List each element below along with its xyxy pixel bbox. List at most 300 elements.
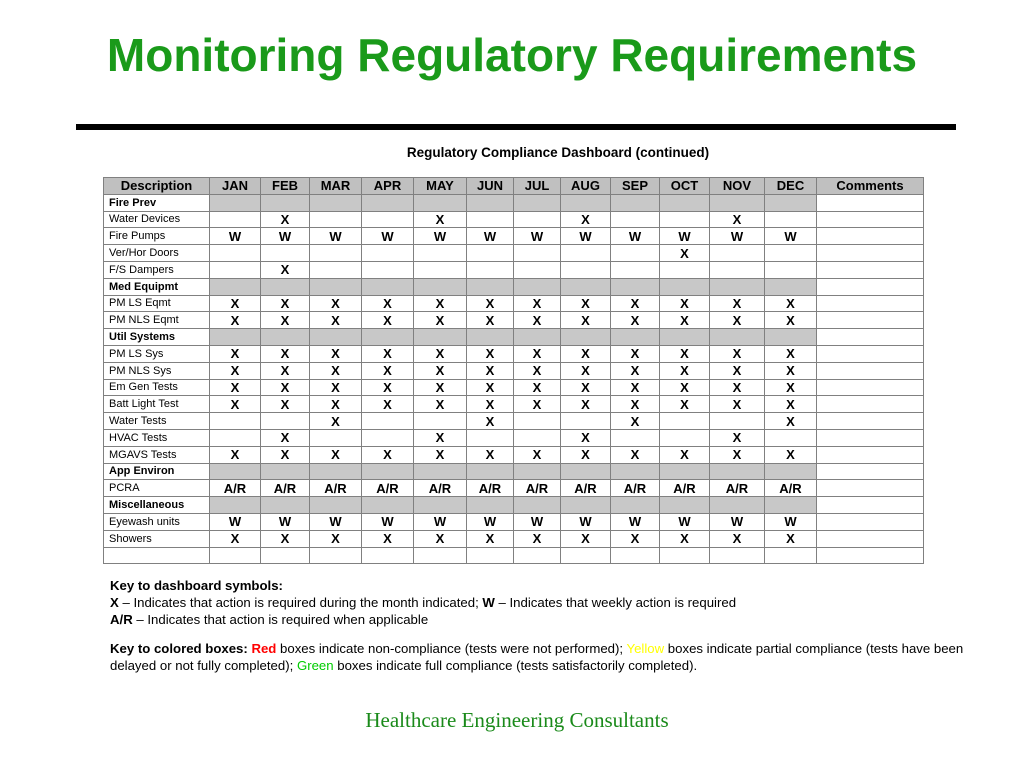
month-cell <box>210 261 261 278</box>
month-cell: X <box>514 396 561 413</box>
month-cell <box>514 463 561 480</box>
month-cell: X <box>310 345 362 362</box>
x-symbol: X <box>110 595 119 610</box>
month-cell: X <box>611 413 660 430</box>
month-cell: X <box>362 362 414 379</box>
month-cell <box>710 413 765 430</box>
month-cell <box>414 245 467 262</box>
month-cell <box>261 194 310 211</box>
table-body <box>104 194 924 564</box>
table-row <box>104 261 924 278</box>
ar-symbol: A/R <box>110 612 133 627</box>
month-cell <box>210 329 261 346</box>
month-cell: X <box>467 345 514 362</box>
comments-cell <box>817 278 924 295</box>
row-description: PM LS Eqmt <box>104 295 210 312</box>
month-cell <box>362 245 414 262</box>
section-row <box>104 497 924 514</box>
table-row <box>104 513 924 530</box>
month-cell <box>710 497 765 514</box>
month-cell: W <box>467 513 514 530</box>
month-cell: W <box>561 513 611 530</box>
month-cell <box>611 497 660 514</box>
month-cell: X <box>710 530 765 547</box>
month-cell: X <box>467 312 514 329</box>
month-cell: W <box>310 513 362 530</box>
yellow-word: Yellow <box>626 641 665 656</box>
month-cell <box>660 547 710 564</box>
table-row <box>104 396 924 413</box>
month-cell: X <box>660 312 710 329</box>
month-cell <box>561 194 611 211</box>
month-cell: X <box>561 362 611 379</box>
month-cell: X <box>261 379 310 396</box>
header-feb: FEB <box>261 178 310 195</box>
month-cell: A/R <box>310 480 362 497</box>
header-jul: JUL <box>514 178 561 195</box>
month-cell: A/R <box>414 480 467 497</box>
color-key: Key to colored boxes: Red boxes indicate non-compliance (tests were not performed); Yellow boxes indicate partial compliance (tests have been delayed or not fully completed); Green boxes indicate full compliance (tests satisfactorily completed). <box>110 641 964 673</box>
month-cell <box>611 194 660 211</box>
table-row <box>104 245 924 262</box>
table-header-row <box>104 178 924 195</box>
comments-cell <box>817 261 924 278</box>
month-cell: X <box>710 379 765 396</box>
month-cell: X <box>710 345 765 362</box>
month-cell <box>362 497 414 514</box>
month-cell: X <box>261 429 310 446</box>
month-cell: W <box>710 513 765 530</box>
month-cell: X <box>660 396 710 413</box>
month-cell <box>467 211 514 228</box>
month-cell <box>660 497 710 514</box>
month-cell: X <box>414 295 467 312</box>
month-cell <box>660 278 710 295</box>
table-row <box>104 480 924 497</box>
header-aug: AUG <box>561 178 611 195</box>
comments-cell <box>817 547 924 564</box>
section-row <box>104 463 924 480</box>
header-description: Description <box>104 178 210 195</box>
month-cell <box>310 329 362 346</box>
month-cell: X <box>514 312 561 329</box>
header-comments: Comments <box>817 178 924 195</box>
table-row <box>104 379 924 396</box>
header-dec: DEC <box>765 178 817 195</box>
month-cell: A/R <box>611 480 660 497</box>
month-cell: X <box>414 362 467 379</box>
dashboard-subtitle: Regulatory Compliance Dashboard (continued) <box>406 145 710 160</box>
month-cell: X <box>561 429 611 446</box>
month-cell: X <box>467 295 514 312</box>
header-apr: APR <box>362 178 414 195</box>
month-cell <box>611 429 660 446</box>
month-cell: X <box>467 362 514 379</box>
month-cell: W <box>362 513 414 530</box>
month-cell <box>514 497 561 514</box>
month-cell <box>414 413 467 430</box>
month-cell <box>660 429 710 446</box>
table-row <box>104 295 924 312</box>
header-mar: MAR <box>310 178 362 195</box>
month-cell: X <box>362 396 414 413</box>
month-cell <box>310 194 362 211</box>
month-cell <box>765 497 817 514</box>
month-cell: A/R <box>210 480 261 497</box>
month-cell: X <box>765 295 817 312</box>
month-cell <box>310 211 362 228</box>
month-cell: X <box>310 446 362 463</box>
month-cell <box>660 413 710 430</box>
comments-cell <box>817 396 924 413</box>
month-cell <box>467 245 514 262</box>
month-cell: W <box>611 228 660 245</box>
row-description: Showers <box>104 530 210 547</box>
month-cell: X <box>710 211 765 228</box>
month-cell: W <box>765 513 817 530</box>
month-cell <box>261 413 310 430</box>
table-row <box>104 211 924 228</box>
month-cell <box>261 329 310 346</box>
month-cell <box>310 497 362 514</box>
month-cell: X <box>514 530 561 547</box>
month-cell: X <box>660 530 710 547</box>
month-cell: X <box>310 295 362 312</box>
month-cell <box>710 547 765 564</box>
month-cell: W <box>261 513 310 530</box>
month-cell <box>467 429 514 446</box>
title-divider <box>76 124 956 130</box>
month-cell <box>611 278 660 295</box>
month-cell <box>561 413 611 430</box>
month-cell: X <box>261 345 310 362</box>
month-cell: X <box>660 362 710 379</box>
header-jan: JAN <box>210 178 261 195</box>
month-cell <box>514 413 561 430</box>
month-cell <box>210 497 261 514</box>
month-cell <box>467 194 514 211</box>
month-cell: W <box>414 228 467 245</box>
month-cell <box>561 278 611 295</box>
month-cell: W <box>261 228 310 245</box>
comments-cell <box>817 228 924 245</box>
month-cell <box>514 194 561 211</box>
comments-cell <box>817 413 924 430</box>
month-cell: X <box>362 379 414 396</box>
month-cell <box>310 278 362 295</box>
month-cell: X <box>467 396 514 413</box>
month-cell <box>210 413 261 430</box>
row-description: MGAVS Tests <box>104 446 210 463</box>
month-cell: W <box>514 513 561 530</box>
month-cell <box>710 329 765 346</box>
month-cell: A/R <box>561 480 611 497</box>
row-description: App Environ <box>104 463 210 480</box>
month-cell <box>261 547 310 564</box>
row-description: Water Tests <box>104 413 210 430</box>
table-row <box>104 345 924 362</box>
key-line-ar: A/R – Indicates that action is required when applicable <box>110 612 429 627</box>
month-cell <box>561 463 611 480</box>
month-cell: X <box>261 446 310 463</box>
month-cell <box>467 278 514 295</box>
month-cell: X <box>660 379 710 396</box>
month-cell <box>414 463 467 480</box>
month-cell: X <box>210 379 261 396</box>
color-key-heading: Key to colored boxes: <box>110 641 252 656</box>
month-cell: A/R <box>362 480 414 497</box>
month-cell <box>362 278 414 295</box>
table-row <box>104 530 924 547</box>
row-description: Eyewash units <box>104 513 210 530</box>
month-cell <box>261 278 310 295</box>
month-cell <box>467 261 514 278</box>
row-description: Miscellaneous <box>104 497 210 514</box>
month-cell: X <box>611 446 660 463</box>
month-cell: X <box>210 446 261 463</box>
month-cell: X <box>210 362 261 379</box>
month-cell: X <box>660 245 710 262</box>
compliance-table <box>103 177 924 564</box>
month-cell: X <box>765 345 817 362</box>
section-row <box>104 278 924 295</box>
month-cell <box>561 245 611 262</box>
row-description: PM NLS Sys <box>104 362 210 379</box>
month-cell <box>514 329 561 346</box>
month-cell <box>414 497 467 514</box>
month-cell <box>310 245 362 262</box>
month-cell: X <box>261 211 310 228</box>
month-cell <box>414 329 467 346</box>
month-cell <box>210 547 261 564</box>
month-cell <box>765 429 817 446</box>
month-cell <box>660 329 710 346</box>
page-title: Monitoring Regulatory Requirements <box>106 29 918 81</box>
month-cell <box>514 278 561 295</box>
month-cell <box>310 261 362 278</box>
month-cell: X <box>561 530 611 547</box>
month-cell: X <box>414 446 467 463</box>
month-cell: X <box>414 379 467 396</box>
row-description: Water Devices <box>104 211 210 228</box>
row-description: Fire Prev <box>104 194 210 211</box>
comments-cell <box>817 463 924 480</box>
month-cell <box>611 261 660 278</box>
comments-cell <box>817 245 924 262</box>
month-cell: W <box>660 228 710 245</box>
month-cell <box>710 261 765 278</box>
section-row <box>104 194 924 211</box>
month-cell: X <box>310 396 362 413</box>
month-cell: X <box>310 379 362 396</box>
month-cell: X <box>561 345 611 362</box>
month-cell <box>414 261 467 278</box>
month-cell: X <box>210 530 261 547</box>
row-description: F/S Dampers <box>104 261 210 278</box>
month-cell: X <box>261 295 310 312</box>
month-cell: X <box>362 295 414 312</box>
table-row <box>104 429 924 446</box>
red-word: Red <box>251 641 277 656</box>
month-cell <box>467 547 514 564</box>
comments-cell <box>817 211 924 228</box>
month-cell: A/R <box>467 480 514 497</box>
month-cell <box>362 329 414 346</box>
comments-cell <box>817 379 924 396</box>
month-cell: W <box>514 228 561 245</box>
month-cell <box>765 463 817 480</box>
month-cell <box>210 245 261 262</box>
month-cell <box>310 429 362 446</box>
row-description: Ver/Hor Doors <box>104 245 210 262</box>
month-cell: X <box>765 379 817 396</box>
month-cell <box>362 463 414 480</box>
month-cell <box>210 194 261 211</box>
month-cell: X <box>611 362 660 379</box>
month-cell: W <box>765 228 817 245</box>
month-cell <box>467 329 514 346</box>
month-cell <box>210 429 261 446</box>
month-cell <box>765 278 817 295</box>
month-cell: X <box>611 295 660 312</box>
month-cell: X <box>414 530 467 547</box>
month-cell: X <box>310 413 362 430</box>
row-description <box>104 547 210 564</box>
month-cell: A/R <box>710 480 765 497</box>
row-description: PM NLS Eqmt <box>104 312 210 329</box>
month-cell: X <box>261 362 310 379</box>
month-cell <box>362 211 414 228</box>
month-cell <box>414 278 467 295</box>
row-description: PM LS Sys <box>104 345 210 362</box>
month-cell: X <box>362 312 414 329</box>
row-description: Batt Light Test <box>104 396 210 413</box>
month-cell: X <box>514 345 561 362</box>
month-cell: W <box>467 228 514 245</box>
month-cell <box>261 497 310 514</box>
month-cell: X <box>467 413 514 430</box>
month-cell: X <box>561 379 611 396</box>
month-cell: X <box>362 345 414 362</box>
month-cell <box>561 261 611 278</box>
month-cell: X <box>561 396 611 413</box>
month-cell <box>362 413 414 430</box>
month-cell: W <box>362 228 414 245</box>
month-cell <box>660 261 710 278</box>
footer-company: Healthcare Engineering Consultants <box>365 708 669 732</box>
table-row <box>104 547 924 564</box>
comments-cell <box>817 312 924 329</box>
header-sep: SEP <box>611 178 660 195</box>
month-cell <box>362 547 414 564</box>
month-cell: X <box>514 379 561 396</box>
comments-cell <box>817 329 924 346</box>
month-cell: X <box>514 446 561 463</box>
row-description: Util Systems <box>104 329 210 346</box>
month-cell <box>611 245 660 262</box>
month-cell: X <box>514 362 561 379</box>
month-cell: X <box>261 396 310 413</box>
month-cell: X <box>561 312 611 329</box>
month-cell: X <box>210 396 261 413</box>
month-cell: X <box>611 530 660 547</box>
month-cell: A/R <box>660 480 710 497</box>
month-cell <box>765 329 817 346</box>
month-cell <box>710 278 765 295</box>
month-cell: X <box>261 312 310 329</box>
month-cell: X <box>710 362 765 379</box>
month-cell: X <box>210 295 261 312</box>
month-cell: X <box>310 530 362 547</box>
month-cell: A/R <box>765 480 817 497</box>
section-row <box>104 329 924 346</box>
green-word: Green <box>296 658 334 673</box>
month-cell <box>414 547 467 564</box>
table-row <box>104 413 924 430</box>
month-cell <box>514 245 561 262</box>
month-cell <box>561 547 611 564</box>
month-cell <box>765 261 817 278</box>
month-cell <box>561 497 611 514</box>
month-cell <box>765 547 817 564</box>
month-cell <box>765 245 817 262</box>
month-cell: X <box>710 429 765 446</box>
row-description: Med Equipmt <box>104 278 210 295</box>
w-symbol: W <box>482 595 495 610</box>
month-cell: X <box>467 379 514 396</box>
month-cell: X <box>710 446 765 463</box>
month-cell: X <box>467 530 514 547</box>
month-cell: X <box>514 295 561 312</box>
month-cell: W <box>561 228 611 245</box>
month-cell: X <box>710 312 765 329</box>
month-cell: X <box>561 211 611 228</box>
month-cell <box>210 211 261 228</box>
month-cell: X <box>414 345 467 362</box>
month-cell: X <box>310 362 362 379</box>
month-cell: X <box>210 345 261 362</box>
month-cell: X <box>611 345 660 362</box>
month-cell: X <box>710 295 765 312</box>
month-cell <box>362 429 414 446</box>
month-cell <box>660 194 710 211</box>
table-row <box>104 362 924 379</box>
month-cell <box>362 194 414 211</box>
month-cell <box>611 463 660 480</box>
month-cell: W <box>660 513 710 530</box>
month-cell: X <box>611 396 660 413</box>
month-cell: A/R <box>514 480 561 497</box>
month-cell: X <box>660 295 710 312</box>
month-cell: X <box>765 396 817 413</box>
key-heading: Key to dashboard symbols: <box>110 578 283 593</box>
month-cell: X <box>660 345 710 362</box>
month-cell <box>514 211 561 228</box>
month-cell <box>310 463 362 480</box>
month-cell <box>611 211 660 228</box>
comments-cell <box>817 446 924 463</box>
table-row <box>104 446 924 463</box>
month-cell: X <box>765 312 817 329</box>
row-description: Em Gen Tests <box>104 379 210 396</box>
month-cell <box>414 194 467 211</box>
month-cell: X <box>611 312 660 329</box>
month-cell <box>210 278 261 295</box>
month-cell <box>310 547 362 564</box>
month-cell: W <box>611 513 660 530</box>
month-cell <box>561 329 611 346</box>
month-cell: X <box>710 396 765 413</box>
